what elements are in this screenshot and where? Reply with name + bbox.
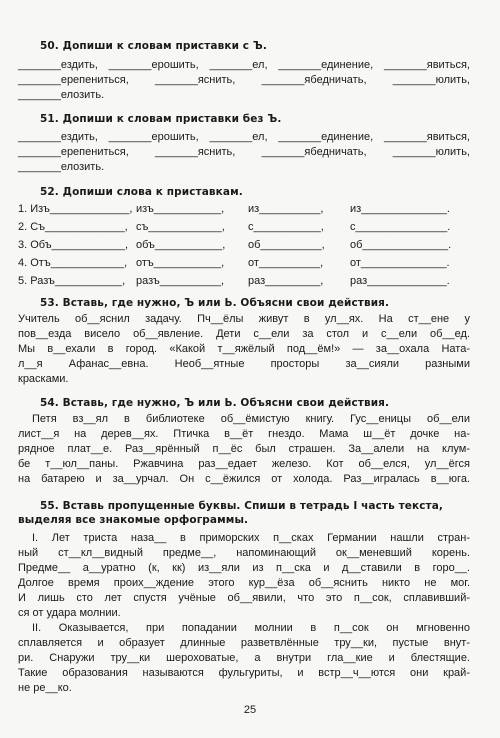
exercise-55-line: ся от удара молнии. [18,607,121,619]
exercise-55-line: Долгое время проих__ждение этого кур__ёза об__яснить никто не мог. [18,577,470,589]
grid-cell: изъ___________, [136,203,225,215]
exercise-55-title-continued: выделяя все знакомые орфограммы. [18,514,249,526]
exercise-55-line: ри. Снаружи тру__ки шероховатые, а внутри гла__кие и блестящие. [18,652,470,664]
grid-cell: 4. Отъ____________, [18,257,128,269]
grid-cell: съ____________, [136,221,225,233]
exercise-52-title: 52. Допиши слова к приставкам. [40,186,243,198]
grid-cell: с___________, [248,221,324,233]
exercise-51-line: _______ерепениться, _______яснить, _______ябедничать, _______юлить, [18,146,470,158]
grid-cell: раз_________, [248,275,324,287]
exercise-54-line: на батарею и за__урчал. Он с__ёжился от холода. Раз__игралась в__юга. [18,473,470,485]
exercise-50-line: _______елозить. [18,89,105,101]
exercise-55-line: ный ст__кл__видный предме__, напоминающий ок__меневший корень. [18,547,470,559]
grid-cell: 1. Изъ_____________, [18,203,133,215]
exercise-52-grid [18,202,470,288]
grid-cell: из______________. [350,203,450,215]
exercise-53-title: 53. Вставь, где нужно, Ъ или Ь. Объясни свои действия. [40,297,390,309]
exercise-54-line: Петя вз__ял в библиотеке об__ёмистую книгу. Гус__еницы об__ели [32,413,470,425]
exercise-53-line: л__я Афанас__евна. Необ__ятные просторы за__сияли разными [18,358,470,370]
exercise-55-line: сплавляется и образует длинные разветвлённые тру__ки, пустые внут- [18,637,470,649]
grid-cell: раз_____________. [350,275,450,287]
grid-cell: разъ__________, [136,275,225,287]
exercise-53-line: красками. [18,373,69,385]
exercise-55-line: II. Оказывается, при попадании молнии в п__сок он мгновенно [32,622,470,634]
exercise-55-title: 55. Вставь пропущенные буквы. Спиши в тетрадь I часть текста, [40,500,444,512]
grid-cell: 3. Объ____________, [18,239,129,251]
exercise-51-title: 51. Допиши к словам приставки без Ъ. [40,113,282,125]
grid-cell: 2. Съ_____________, [18,221,128,233]
exercise-51-line: _______ездить, _______ерошить, _______ел, _______единение, _______явиться, [18,131,470,143]
exercise-55-line: не ре__ко. [18,682,72,694]
exercise-51-line: _______елозить. [18,161,105,173]
exercise-54-title: 54. Вставь, где нужно, Ъ или Ь. Объясни свои действия. [40,397,390,409]
exercise-55-line: Такие образования называются фульгуриты, и встр__ч__ются они край- [18,667,470,679]
grid-cell: об__________, [248,239,325,251]
grid-cell: от______________. [350,257,450,269]
exercise-55-line: I. Лет триста наза__ в приморских п__сках Германии нашли стран- [32,532,470,544]
exercise-50-title: 50. Допиши к словам приставки с Ъ. [40,40,267,52]
grid-cell: с_______________. [350,221,451,233]
exercise-50-line: _______ерепениться, _______яснить, _______ябедничать, _______юлить, [18,74,470,86]
exercise-54-line: бе т__юл__паны. Ржавчина раз__едает железо. Кот об__елся, ул__ёгся [18,458,470,470]
exercise-55-line: Предме__ а__уратно (к, кк) из__яли из п__ска и д__ставили в горо__. [18,562,470,574]
exercise-54-line: рядное плат__е. Раз__ярённый п__ёс был страшен. За__алели на клум- [18,443,470,455]
exercise-50-line: _______ездить, _______ерошить, _______ел, _______единение, _______явиться, [18,59,470,71]
grid-cell: объ___________, [136,239,226,251]
grid-cell: 5. Разъ___________, [18,275,126,287]
exercise-54-line: лист__я на дерев__ях. Птичка в__ёт гнездо. Мама ш__ёт дочке на- [18,428,470,440]
exercise-53-line: Мы в__ехали в город. «Какой т__яжёлый под__ём!» — за__охала Ната- [18,343,470,355]
grid-cell: отъ___________, [136,257,225,269]
grid-cell: из__________, [248,203,324,215]
exercise-53-line: Учитель об__яснил задачу. Пч__ёлы живут в ул__ях. На ст__ене у [18,313,470,325]
grid-cell: об______________. [350,239,452,251]
page-number: 25 [243,704,257,716]
exercise-55-line: И лишь сто лет спустя учёные об__явили, что это п__сок, сплавивший- [18,592,470,604]
grid-cell: от__________, [248,257,324,269]
exercise-53-line: пов__езда висело об__явление. Дети с__ели за стол и с__ели об__ед. [18,328,470,340]
